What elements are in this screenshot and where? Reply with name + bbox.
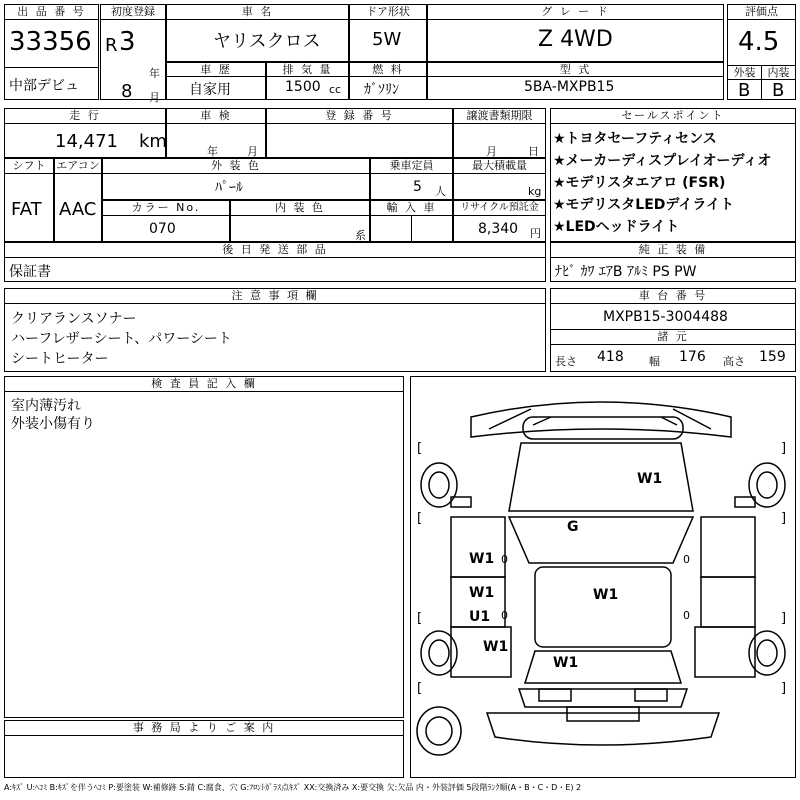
maxload-box xyxy=(453,158,546,200)
later-parts-label: 後 日 発 送 部 品 xyxy=(4,242,546,258)
color-no-value: 070 xyxy=(149,221,176,237)
first-reg-label: 初度登録 xyxy=(100,4,166,20)
door-shape: 5W xyxy=(372,29,402,50)
month-num: 8 xyxy=(121,81,133,102)
score-box xyxy=(727,4,796,100)
mileage-unit: km xyxy=(139,131,167,152)
mark-rear: W1 xyxy=(553,655,579,671)
history-label: 車 歴 xyxy=(166,62,266,77)
capacity-value: 5 xyxy=(413,179,422,195)
int-color-label: 内 装 色 xyxy=(230,200,370,216)
color-label: 外 装 色 xyxy=(102,158,370,174)
notes-line: ハーフレザーシート、パワーシート xyxy=(11,331,232,347)
door-box xyxy=(349,4,427,62)
sales-point: ★モデリスタエアロ (FSR) xyxy=(553,175,726,191)
insp-year-unit: 年 xyxy=(207,145,218,158)
shift-label: シフト xyxy=(4,158,54,174)
int-color-unit: 系 xyxy=(355,229,366,242)
bracket-left-top-open: [ xyxy=(417,441,423,456)
model-box xyxy=(427,62,724,100)
displacement-label: 排 気 量 xyxy=(266,62,349,77)
shift-value: FAT xyxy=(11,199,42,220)
mark-left-rear-door: W1 xyxy=(469,585,495,601)
legend-text: A:ｷｽﾞ U:ﾍｺﾐ B:ｷｽﾞを伴うﾍｺﾐ P:要塗装 W:補修跡 S:錆 C:腐食、穴 G:ﾌﾛﾝﾄｶﾞﾗｽ点ｷｽﾞ XX:交換済み X:要交換 欠:欠品 内・外装評価 5段階ﾗﾝｸ順(A・B・C・D・E) 2 xyxy=(4,783,582,792)
exterior-grade: B xyxy=(738,80,751,101)
later-parts-box xyxy=(4,242,546,282)
mark-cabin: W1 xyxy=(593,587,619,603)
ac-value: AAC xyxy=(59,199,97,220)
mark-left-rear-door-u: U1 xyxy=(469,609,491,625)
mark-left-front-door: W1 xyxy=(469,551,495,567)
mark-left-rear-fender: W1 xyxy=(483,639,509,655)
shift-box xyxy=(4,158,54,242)
year-unit: 年 xyxy=(149,67,160,80)
ac-box xyxy=(54,158,102,242)
history-value: 自家用 xyxy=(189,82,231,98)
transfer-month-unit: 月 xyxy=(486,145,497,158)
inspection-box xyxy=(166,108,266,158)
import-box xyxy=(370,200,453,242)
fuel-label: 燃 料 xyxy=(349,62,427,77)
grade-box xyxy=(427,4,724,62)
maxload-unit: kg xyxy=(528,185,542,198)
bracket-left-bottom-open: [ xyxy=(417,681,423,696)
model-label: 型 式 xyxy=(427,62,724,77)
width-value: 176 xyxy=(679,349,706,365)
vehicle-diagram-box xyxy=(410,376,796,778)
sales-point: ★メーカーディスプレイオーディオ xyxy=(553,153,772,169)
first-reg-box xyxy=(100,4,166,104)
notes-line: クリアランスソナー xyxy=(11,311,137,327)
color-no-label: カラー No. xyxy=(102,200,230,216)
sales-box xyxy=(550,108,796,242)
grade-label: グ レ ー ド xyxy=(427,4,724,20)
fuel-box xyxy=(349,62,427,100)
year-num: 3 xyxy=(119,27,136,57)
notes-line: シートヒーター xyxy=(11,351,109,367)
equipment-value: ﾅﾋﾞ ｶﾜ ｴｱB ｱﾙﾐ PS PW xyxy=(555,264,697,280)
equipment-box xyxy=(550,242,796,282)
car-name-label: 車 名 xyxy=(166,4,349,20)
inspector-box xyxy=(4,376,404,718)
era: R xyxy=(105,35,118,56)
recycle-box xyxy=(453,200,546,242)
capacity-unit: 人 xyxy=(435,185,446,198)
height-label: 高さ xyxy=(723,355,745,368)
lot-box xyxy=(4,4,99,100)
bracket-left-low-open: [ xyxy=(417,611,423,626)
mark-left-rear-door-zero: 0 xyxy=(501,609,508,622)
door-label: ドア形状 xyxy=(349,4,427,20)
month-unit: 月 xyxy=(149,91,160,104)
recycle-unit: 円 xyxy=(530,227,541,240)
notes-box xyxy=(4,288,546,372)
interior-grade: B xyxy=(772,80,785,101)
mark-right-front-zero: 0 xyxy=(683,553,690,566)
bracket-right-bottom-close: ] xyxy=(781,681,787,696)
insp-month-unit: 月 xyxy=(247,145,258,158)
score-value: 4.5 xyxy=(738,27,780,57)
sales-point: ★トヨタセーフティセンス xyxy=(553,131,717,147)
mark-roof: G xyxy=(567,519,579,535)
inspector-label: 検 査 員 記 入 欄 xyxy=(4,376,404,392)
plate-label: 登 録 番 号 xyxy=(266,108,453,124)
exterior-label: 外装 xyxy=(727,65,762,80)
inspector-line: 室内薄汚れ xyxy=(11,398,81,414)
sales-label: セールスポイント xyxy=(550,108,796,124)
office-box xyxy=(4,720,404,778)
maxload-label: 最大積載量 xyxy=(453,158,546,174)
displacement-value: 1500 xyxy=(285,79,321,95)
color-no-box xyxy=(102,200,230,242)
transfer-label: 譲渡書類期限 xyxy=(453,108,546,124)
width-label: 幅 xyxy=(649,355,660,368)
mileage-box xyxy=(4,108,166,158)
chassis-number: MXPB15-3004488 xyxy=(603,309,728,325)
history-box xyxy=(166,62,266,100)
sales-point: ★モデリスタLEDデイライト xyxy=(553,197,734,213)
fuel-value: ｶﾞｿﾘﾝ xyxy=(364,82,399,98)
later-parts-value: 保証書 xyxy=(9,264,51,280)
bracket-right-top-close: ] xyxy=(781,441,787,456)
transfer-box xyxy=(453,108,546,158)
bracket-left-mid-open: [ xyxy=(417,511,423,526)
transfer-day-unit: 日 xyxy=(528,145,539,158)
ac-label: エアコン xyxy=(54,158,102,174)
office-label: 事 務 局 よ り ご 案 内 xyxy=(4,720,404,736)
lot-number: 33356 xyxy=(9,27,92,57)
lot-label: 出 品 番 号 xyxy=(4,4,99,20)
car-name: ヤリスクロス xyxy=(213,31,321,52)
int-color-box xyxy=(230,200,370,242)
score-label: 評価点 xyxy=(727,4,796,20)
grade-value: Z 4WD xyxy=(538,27,613,52)
specs-label: 諸 元 xyxy=(550,329,796,345)
sales-point: ★LEDヘッドライト xyxy=(553,219,680,235)
length-label: 長さ xyxy=(555,355,577,368)
notes-label: 注 意 事 項 欄 xyxy=(4,288,546,304)
car-name-box xyxy=(166,4,349,62)
mark-hood: W1 xyxy=(637,471,663,487)
color-box xyxy=(102,158,370,200)
inspector-line: 外装小傷有り xyxy=(11,416,95,432)
mileage-value: 14,471 xyxy=(55,131,118,152)
color-value: ﾊﾟｰﾙ xyxy=(215,180,243,196)
import-label: 輸 入 車 xyxy=(370,200,453,216)
height-value: 159 xyxy=(759,349,786,365)
length-value: 418 xyxy=(597,349,624,365)
displacement-box xyxy=(266,62,349,100)
mileage-label: 走 行 xyxy=(4,108,166,124)
chassis-label: 車 台 番 号 xyxy=(550,288,796,304)
recycle-value: 8,340 xyxy=(478,221,519,237)
recycle-label: リサイクル預託金 xyxy=(453,200,546,216)
model-value: 5BA-MXPB15 xyxy=(524,79,615,95)
interior-label: 内装 xyxy=(761,65,796,80)
bracket-right-mid-close: ] xyxy=(781,511,787,526)
capacity-box xyxy=(370,158,453,200)
mark-right-rear-zero: 0 xyxy=(683,609,690,622)
debut-label: 中部デビュ xyxy=(9,78,79,94)
inspection-label: 車 検 xyxy=(166,108,266,124)
chassis-box xyxy=(550,288,796,372)
vehicle-diagram xyxy=(411,377,795,777)
plate-box xyxy=(266,108,453,158)
equipment-label: 純 正 装 備 xyxy=(550,242,796,258)
bracket-right-low-close: ] xyxy=(781,611,787,626)
mark-left-front-door-zero: 0 xyxy=(501,553,508,566)
displacement-unit: cc xyxy=(329,83,342,96)
capacity-label: 乗車定員 xyxy=(370,158,453,174)
